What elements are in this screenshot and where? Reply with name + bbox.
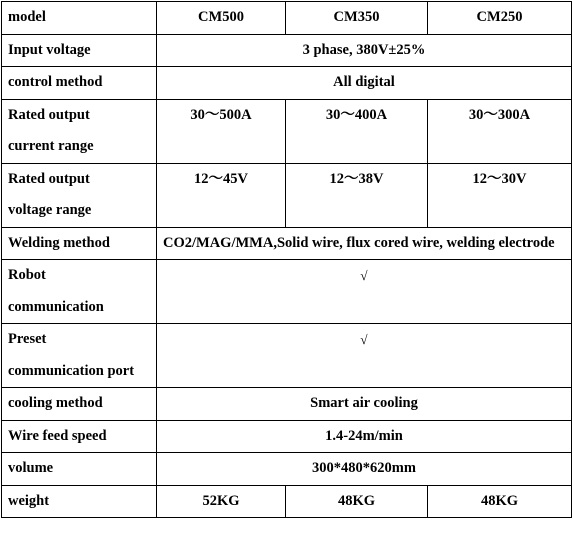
table-row-volume	[2, 453, 572, 486]
row-label: cooling method	[2, 388, 157, 421]
value-cm250: 12～30V	[428, 163, 572, 227]
row-label-line1: Rated output	[8, 170, 90, 187]
table-row-rated-output-voltage	[2, 163, 572, 227]
row-value: All digital	[157, 67, 572, 100]
table-row-control-method	[2, 67, 572, 100]
row-value: CO2/MAG/MMA,Solid wire, flux cored wire, welding electrode	[157, 227, 572, 260]
table-row-weight	[2, 485, 572, 518]
check-icon: √	[360, 268, 368, 283]
row-label-line2: communication	[8, 298, 104, 315]
row-label: Input voltage	[2, 34, 157, 67]
row-label: Wire feed speed	[2, 420, 157, 453]
table-row-preset-communication-port	[2, 324, 572, 388]
value-cm350: 30～400A	[286, 99, 428, 163]
value-cm500: 12～45V	[157, 163, 286, 227]
row-label: weight	[2, 485, 157, 518]
row-value: 1.4-24m/min	[157, 420, 572, 453]
row-label-line2: current range	[8, 138, 94, 154]
table-row-welding-method	[2, 227, 572, 260]
spec-table	[1, 1, 572, 518]
row-value: Smart air cooling	[157, 388, 572, 421]
row-label: Welding method	[2, 227, 157, 260]
row-label-line1: Rated output	[8, 106, 90, 123]
header-model-cm250: CM250	[428, 2, 572, 35]
value-cm500: 52KG	[157, 485, 286, 518]
row-label-line2: communication port	[8, 362, 135, 379]
table-row-robot-communication	[2, 260, 572, 324]
value-cm250: 48KG	[428, 485, 572, 518]
table-row-rated-output-current	[2, 99, 572, 163]
value-cm250: 30～300A	[428, 99, 572, 163]
table-row-header	[2, 2, 572, 35]
row-label-line1: Robot	[8, 267, 46, 283]
row-label	[2, 260, 157, 324]
value-cm500: 30～500A	[157, 99, 286, 163]
row-label	[2, 324, 157, 388]
row-label	[2, 163, 157, 227]
table-row-wire-feed-speed	[2, 420, 572, 453]
header-model-cm350: CM350	[286, 2, 428, 35]
header-model-cm500: CM500	[157, 2, 286, 35]
row-label: control method	[2, 67, 157, 100]
value-cm350: 12～38V	[286, 163, 428, 227]
row-value: 3 phase, 380V±25%	[157, 34, 572, 67]
row-label-line1: Preset	[8, 331, 47, 347]
check-mark	[157, 324, 572, 388]
value-cm350: 48KG	[286, 485, 428, 518]
row-value: 300*480*620mm	[157, 453, 572, 486]
row-label-line2: voltage range	[8, 202, 92, 218]
table-row-input-voltage	[2, 34, 572, 67]
check-mark	[157, 260, 572, 324]
row-label: volume	[2, 453, 157, 486]
table-row-cooling-method	[2, 388, 572, 421]
row-label	[2, 99, 157, 163]
check-icon: √	[360, 332, 368, 347]
header-model-label: model	[2, 2, 157, 35]
